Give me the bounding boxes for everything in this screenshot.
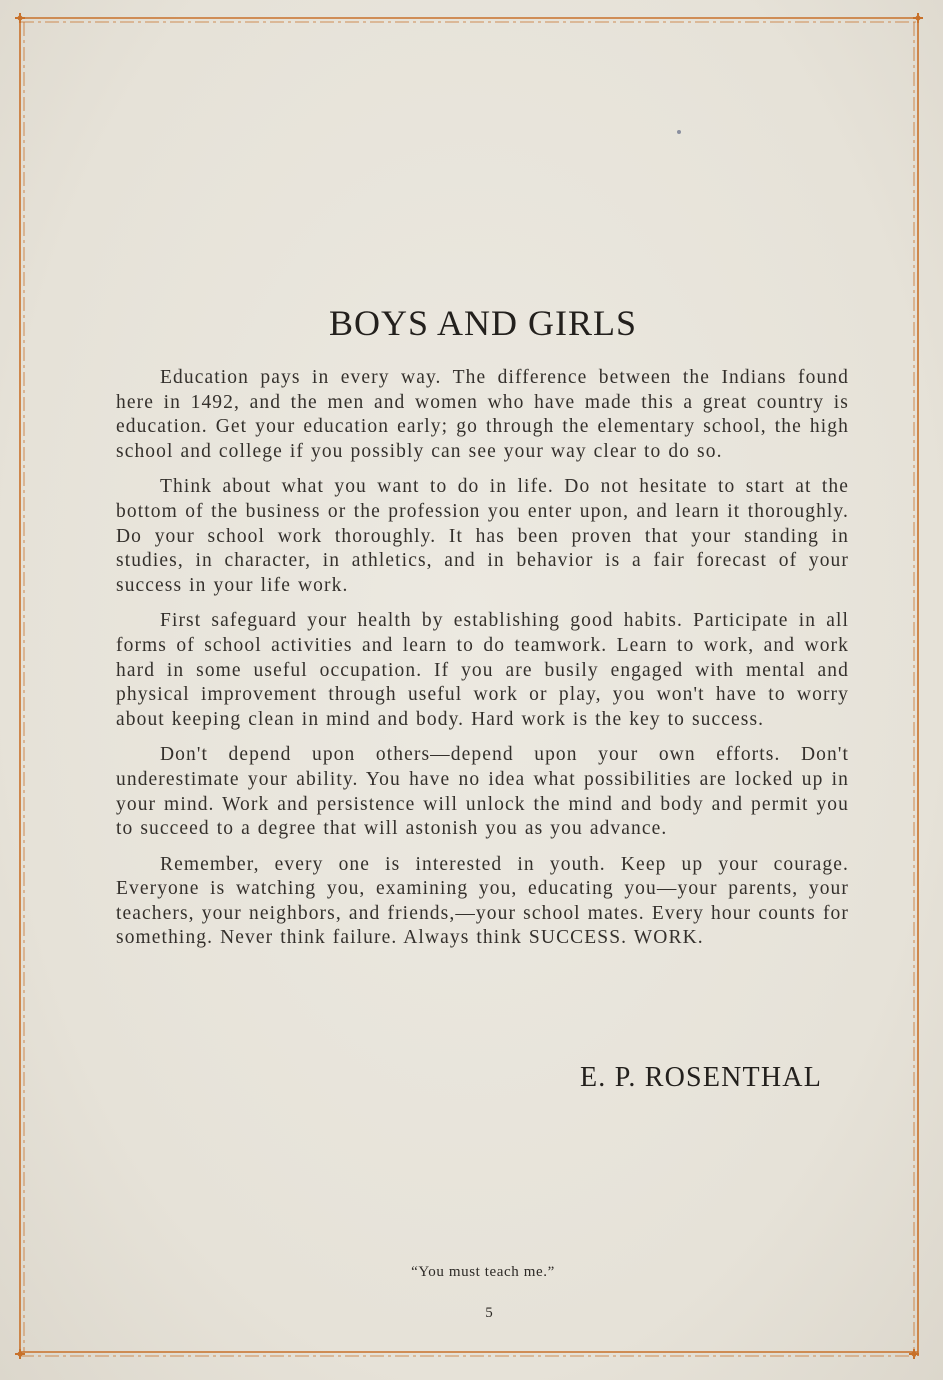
paragraph: First safeguard your health by establishing good habits. Participate in all forms of school activities and learn to do teamwork. Learn to work, and work hard in some useful occupation. If you are busily engaged with mental and physical improvement through useful work or play, you won't have to worry about keeping clean in mind and body. Hard work is the key to success. [116, 610, 849, 730]
paragraph: Don't depend upon others—depend upon your own efforts. Don't underestimate your ability. You have no idea what possibilities are locked up in your mind. Work and persistence will unlock the mind and body and permit you to succeed to a degree that will astonish you as you advance. [116, 744, 849, 840]
paragraph: Education pays in every way. The difference between the Indians found here in 1492, and the men and women who have made this a great country is education. Get your education early; go through the elementary school, the high school and college if you possibly can see your way clear to do so. [116, 367, 849, 462]
paragraph: Remember, every one is interested in youth. Keep up your courage. Everyone is watching you, examining you, educating you—your parents, your teachers, your neighbors, and friends,—your school mates. Every hour counts for something. Never think failure. Always think SUCCESS. WORK. [116, 853, 849, 949]
paragraph: Think about what you want to do in life. Do not hesitate to start at the bottom of the business or the profession you enter upon, and learn it thoroughly. Do your school work thoroughly. It has been proven that your standing in studies, in character, in athletics, and in behavior is a fair forecast of your success in your life work. [116, 476, 849, 596]
motto-quote: “You must teach me.” [411, 1264, 555, 1280]
paper-speck [677, 130, 681, 134]
page-number: 5 [485, 1305, 493, 1321]
article-body [116, 366, 849, 962]
author-signature: E. P. ROSENTHAL [579, 1062, 822, 1093]
page-title: BOYS AND GIRLS [328, 303, 638, 343]
